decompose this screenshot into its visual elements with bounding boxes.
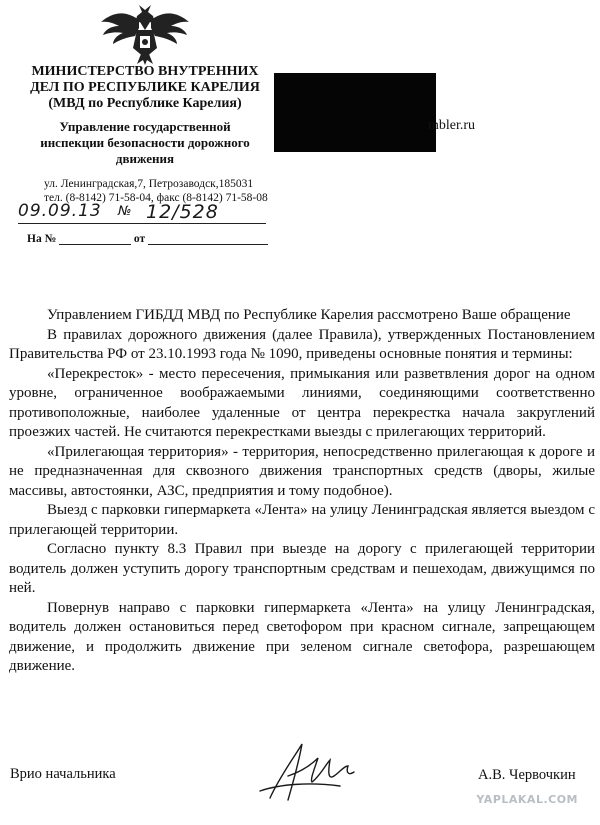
dept-name-line-1: Управление государственной: [59, 119, 231, 134]
body-paragraph: Выезд с парковки гипермаркета «Лента» на улицу Ленинградская является выездом с прилегающей территории.: [9, 502, 595, 538]
double-headed-eagle-emblem-icon: [95, 2, 195, 66]
address-line: ул. Ленинградская,7, Петрозаводск,185031: [44, 178, 254, 190]
handwritten-number: 12/528: [146, 201, 219, 223]
handwritten-signature: [240, 736, 380, 806]
redacted-recipient-block: [274, 73, 436, 152]
ref-number-blank: [59, 232, 131, 245]
org-name-line-2: ДЕЛ ПО РЕСПУБЛИКЕ КАРЕЛИЯ: [30, 80, 260, 95]
body-paragraph: Повернув направо с парковки гипермаркета «Лента» на улицу Ленинградская, водитель должен остановиться перед светофором при красном сигнале, запрещающем движение, и продолжить движение при зеленом сигнале светофора, разрешающем движение.: [9, 599, 595, 674]
number-sign: №: [118, 204, 133, 219]
site-watermark: YAPLAKAL.COM: [476, 793, 578, 806]
date-underline: [18, 223, 266, 224]
outgoing-number-row: [18, 201, 258, 227]
dept-name-line-3: движения: [115, 151, 175, 166]
org-name-line-3: (МВД по Республике Карелия): [48, 96, 242, 111]
body-paragraph: «Прилегающая территория» - территория, непосредственно прилегающая к дороге и не предназначенная для сквозного движения транспортных средств (дворы, жилые массивы, автостоянки, АЗС, предприятия и тому подобное).: [9, 443, 595, 499]
org-name-line-1: МИНИСТЕРСТВО ВНУТРЕННИХ: [31, 64, 259, 79]
body-paragraph: Управлением ГИБДД МВД по Республике Карелия рассмотрено Ваше обращение: [47, 307, 571, 323]
recipient-email-fragment: mbler.ru: [428, 118, 476, 133]
body-paragraph: Согласно пункту 8.3 Правил при выезде на дорогу с прилегающей территории водитель должен уступить дорогу транспортным средствам и пешеходам, движущимся по ней.: [9, 541, 595, 596]
signer-name: А.В. Червочкин: [478, 767, 576, 783]
body-paragraph: «Перекресток» - место пересечения, примыкания или разветвления дорог на одном уровне, ограниченное воображаемыми линиями, соединяющими соответственно противоположные, наиболее удаленные от центра перекрестка начала закруглений проезжих частей. Не считаются перекрестками выезды с прилегающих территорий.: [9, 365, 595, 440]
body-paragraph: В правилах дорожного движения (далее Правила), утвержденных Постановлением Правительства РФ от 23.10.1993 года № 1090, приведены основные понятия и термины:: [9, 326, 595, 362]
letter-body: [9, 306, 595, 677]
reference-row: [27, 232, 268, 245]
signer-title: Врио начальника: [10, 766, 116, 782]
phone-line: тел. (8-8142) 71-58-04, факс (8-8142) 71-58-08: [44, 192, 268, 204]
ref-label-na: На №: [27, 233, 57, 245]
letterhead: [0, 64, 290, 205]
dept-name-line-2: инспекции безопасности дорожного: [40, 135, 250, 150]
handwritten-date: 09.09.13: [18, 201, 102, 221]
ref-label-ot: от: [133, 233, 146, 245]
ref-date-blank: [148, 232, 268, 245]
